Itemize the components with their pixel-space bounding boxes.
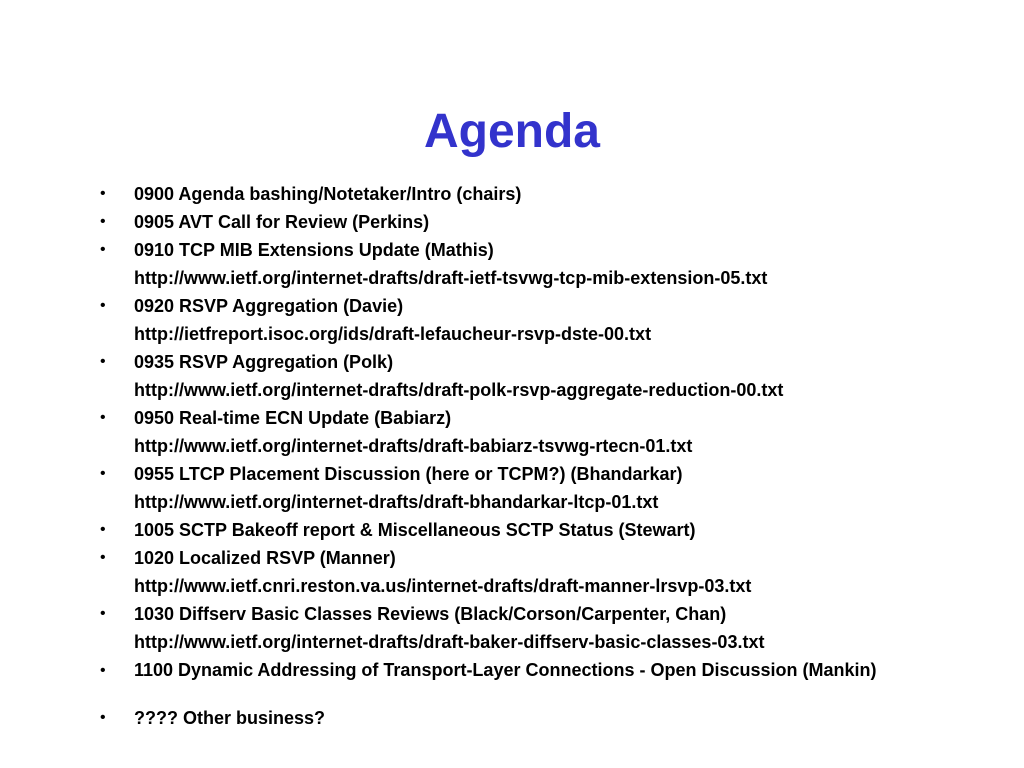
- agenda-item-text: 0950 Real-time ECN Update (Babiarz): [134, 408, 452, 428]
- agenda-item-link: [0, 320, 1024, 348]
- draft-url-text: http://www.ietf.org/internet-drafts/draft-babiarz-tsvwg-rtecn-01.txt: [134, 436, 693, 456]
- bullet-icon: •: [100, 709, 106, 726]
- agenda-item: [0, 656, 1024, 704]
- agenda-item: [0, 292, 1024, 320]
- agenda-item-text: 1100 Dynamic Addressing of Transport-Layer Connections - Open Discussion (Mankin): [134, 660, 877, 680]
- agenda-list: [0, 180, 1024, 732]
- bullet-icon: •: [100, 353, 106, 370]
- agenda-item: [0, 600, 1024, 628]
- agenda-item: [0, 348, 1024, 376]
- agenda-item-text: 1020 Localized RSVP (Manner): [134, 548, 396, 568]
- agenda-item-link: [0, 488, 1024, 516]
- agenda-item-link: [0, 432, 1024, 460]
- agenda-item-link: [0, 572, 1024, 600]
- agenda-item: [0, 460, 1024, 488]
- agenda-item-text: 0955 LTCP Placement Discussion (here or TCPM?) (Bhandarkar): [134, 464, 683, 484]
- agenda-item: [0, 180, 1024, 208]
- draft-url-text: http://ietfreport.isoc.org/ids/draft-lefaucheur-rsvp-dste-00.txt: [134, 324, 652, 344]
- bullet-icon: •: [100, 213, 106, 230]
- agenda-item-link: [0, 376, 1024, 404]
- agenda-item: [0, 404, 1024, 432]
- agenda-item-text: ???? Other business?: [134, 708, 326, 728]
- draft-url-text: http://www.ietf.org/internet-drafts/draft-bhandarkar-ltcp-01.txt: [134, 492, 659, 512]
- bullet-icon: •: [100, 521, 106, 538]
- draft-url-text: http://www.ietf.org/internet-drafts/draft-baker-diffserv-basic-classes-03.txt: [134, 632, 765, 652]
- bullet-icon: •: [100, 549, 106, 566]
- agenda-item-link: [0, 628, 1024, 656]
- slide-title: Agenda: [423, 105, 600, 158]
- agenda-item-text: 1005 SCTP Bakeoff report & Miscellaneous SCTP Status (Stewart): [134, 520, 696, 540]
- agenda-item-text: 0905 AVT Call for Review (Perkins): [134, 212, 430, 232]
- agenda-item-link: [0, 264, 1024, 292]
- agenda-item: [0, 516, 1024, 544]
- draft-url-text: http://www.ietf.cnri.reston.va.us/internet-drafts/draft-manner-lrsvp-03.txt: [134, 576, 752, 596]
- agenda-item-text: 0910 TCP MIB Extensions Update (Mathis): [134, 240, 494, 260]
- agenda-item: [0, 208, 1024, 236]
- draft-url-text: http://www.ietf.org/internet-drafts/draft-polk-rsvp-aggregate-reduction-00.txt: [134, 380, 784, 400]
- agenda-item-text: 0900 Agenda bashing/Notetaker/Intro (chairs): [134, 184, 522, 204]
- bullet-icon: •: [100, 241, 106, 258]
- agenda-item-text: 1030 Diffserv Basic Classes Reviews (Black/Corson/Carpenter, Chan): [134, 604, 727, 624]
- agenda-item-text: 0935 RSVP Aggregation (Polk): [134, 352, 394, 372]
- draft-url-text: http://www.ietf.org/internet-drafts/draft-ietf-tsvwg-tcp-mib-extension-05.txt: [134, 268, 768, 288]
- agenda-item: [0, 704, 1024, 732]
- agenda-item: [0, 236, 1024, 264]
- agenda-item-text: 0920 RSVP Aggregation (Davie): [134, 296, 404, 316]
- bullet-icon: •: [100, 662, 106, 679]
- bullet-icon: •: [100, 605, 106, 622]
- bullet-icon: •: [100, 297, 106, 314]
- bullet-icon: •: [100, 185, 106, 202]
- agenda-item: [0, 544, 1024, 572]
- bullet-icon: •: [100, 409, 106, 426]
- bullet-icon: •: [100, 465, 106, 482]
